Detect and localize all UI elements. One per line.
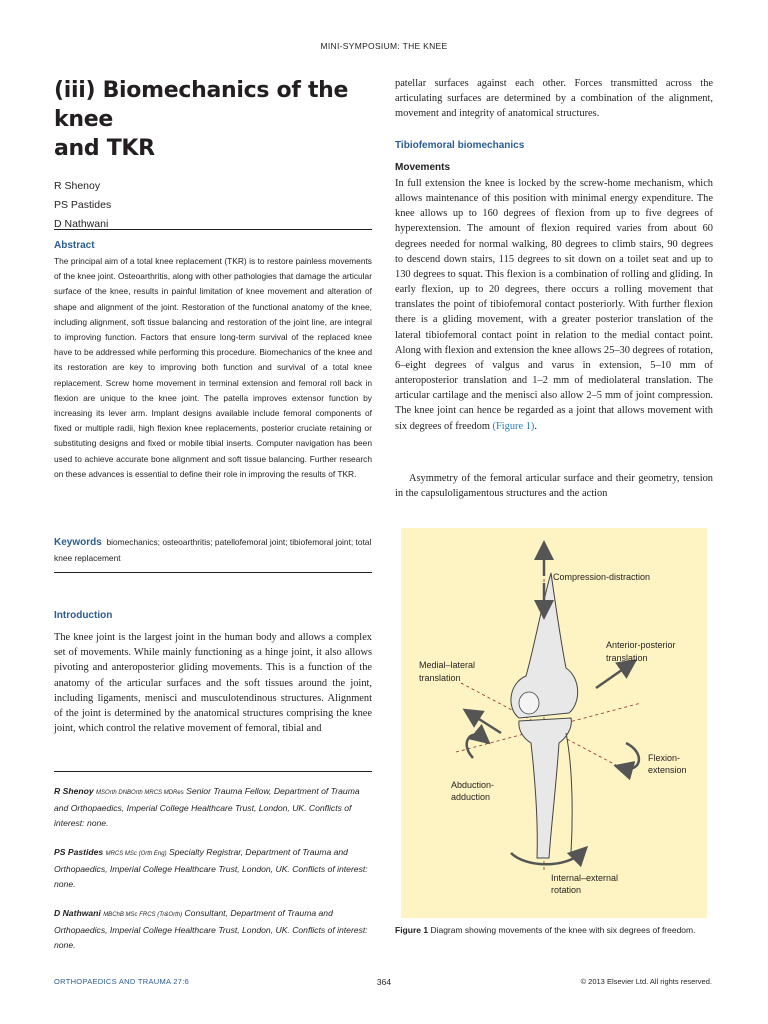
- title-line-1: (iii) Biomechanics of the knee: [54, 78, 349, 132]
- page-number: 364: [376, 977, 392, 987]
- movements-paragraph: [395, 176, 713, 434]
- tibia-shape: [519, 718, 571, 858]
- introduction-heading: Introduction: [54, 610, 113, 621]
- label-fe-2: extension: [648, 765, 687, 775]
- affiliation-text: Consultant, Department of Trauma and Orthopaedics, Imperial College Healthcare Trust, London, UK. Conflicts of interest: none.: [54, 908, 368, 950]
- author-list: [54, 177, 372, 234]
- title-line-2: and TKR: [54, 136, 155, 161]
- divider: [54, 572, 372, 573]
- keywords-text: biomechanics; osteoarthritis; patellofemoral joint; tibiofemoral joint; total knee replacement: [54, 537, 372, 563]
- label-aa-1: Abduction-: [451, 780, 495, 790]
- fibula-shape: [566, 733, 572, 853]
- abduction-arrow: [467, 735, 483, 758]
- label-ap-1: Anterior-posterior: [606, 640, 676, 650]
- divider: [54, 229, 372, 230]
- label-ml-1: Medial–lateral: [419, 660, 476, 670]
- author-name: R Shenoy: [54, 180, 101, 192]
- affiliation: [54, 906, 372, 953]
- label-ie-1: Internal–external: [551, 873, 619, 883]
- figure-caption-text: Diagram showing movements of the knee with six degrees of freedom.: [430, 925, 696, 935]
- copyright: © 2013 Elsevier Ltd. All rights reserved.: [580, 977, 712, 986]
- affiliation-degrees: MRCS MSc (Orth Eng): [105, 851, 167, 857]
- affiliation-name: R Shenoy: [54, 786, 94, 796]
- label-ml-2: translation: [419, 673, 461, 683]
- affiliation-degrees: MSOrth DNBOrth MRCS MDRes: [96, 790, 184, 796]
- affiliation-name: D Nathwani: [54, 908, 101, 918]
- knee-diagram: [401, 528, 707, 918]
- keywords: [54, 535, 372, 566]
- period: .: [534, 420, 537, 432]
- subsection-heading: Movements: [395, 162, 451, 173]
- journal-footer: ORTHOPAEDICS AND TRAUMA 27:6: [54, 977, 190, 986]
- introduction-continued: patellar surfaces against each other. Forces transmitted across the articulating surfaces are determined by a combination of the alignment, movement and integrity of anatomical structures.: [395, 78, 713, 120]
- label-compression: Compression-distraction: [553, 572, 651, 582]
- title-block: [54, 76, 372, 234]
- affiliation: [54, 784, 372, 831]
- label-fe-1: Flexion-: [648, 753, 681, 763]
- affiliation-name: PS Pastides: [54, 847, 104, 857]
- figure-caption: [395, 923, 713, 937]
- label-ap-2: translation: [606, 653, 648, 663]
- affiliation: [54, 845, 372, 892]
- patella-shape: [519, 692, 539, 714]
- figure-1: [401, 528, 707, 918]
- author-name: PS Pastides: [54, 199, 112, 211]
- author-name: D Nathwani: [54, 218, 109, 230]
- abstract-text: The principal aim of a total knee replacement (TKR) is to restore painless movements of the knee joint. Osteoarthritis, along with other pathologies that damage the articular surface of the knee, results in painful limitation of knee movement and alteration of shape and alignment of the joint. Restoration of the functional anatomy of the knee, including alignment, soft tissue balancing and restoration of the joint line, are integral to improving function. Factors that ensure long-term survival of the replaced knee have to be addressed while performing this procedure. Biomechanics of the knee and its restoration are key to improving both function and survival of a total knee replacement. Screw home movement in terminal extension and femoral roll back in flexion are unique to the knee joint. The patella improves extensor function by increasing its lever arm. Implant designs available include femoral components of fixed or multiple radii, high flexion knee replacements, posterior cruciate retaining or substituting designs and fixed or mobile tibial inserts. Computer navigation has been used to achieve accurate bone alignment and soft tissue balancing. Further research on these advances is essential to define their role in improving the results of TKR.: [54, 256, 372, 479]
- label-ie-2: rotation: [551, 885, 582, 895]
- figure-link[interactable]: (Figure 1): [492, 420, 535, 432]
- movements-text: In full extension the knee is locked by the screw-home mechanism, which allows maintenance of this position with minimal energy expenditure. The knee allows up to 160 degrees of flexion from up to five degrees of hyperextension. The amount of flexion required varies from about 60 degrees needed for normal walking, 80 degrees to climb stairs, 90 degrees to descend down stairs, 115 degrees to sit down on a toilet seat and up to 130 degrees to squat. This flexion is a combination of rolling and gliding. In early flexion, up to 20 degrees, there occurs a rolling movement that translates the point of tibiofemoral contact posteriorly. With further flexion there is a gliding movement, with a greater posterior translation of the lateral tibiofemoral contact point in relation to the medial contact point. Along with flexion and extension the knee allows 25–30 degrees of rotation, 6–eight degrees of valgus and varus in extension, 5–10 mm of anteroposterior translation and 1–2 mm of mediolateral translation. The articular cartilage and the menisci also allow 2–5 mm of joint compression. The knee joint can hence be regarded as a joint that allows movement with six degrees of freedom: [395, 178, 713, 432]
- ml-arrow: [471, 714, 501, 733]
- flexion-arrow: [623, 743, 639, 769]
- running-head: MINI-SYMPOSIUM: THE KNEE: [320, 41, 448, 51]
- introduction-text: The knee joint is the largest joint in the human body and allows a complex set of movements. While mainly functioning as a hinge joint, it also allows pivoting and anteroposterior gliding movements. This is a function of the anatomy of the articular surfaces and the soft tissues around the joint, including ligaments, menisci and musculotendinous structures. Alignment of the joint is determined by the anatomical structures comprising the knee joint, which control the relative movement of femoral, tibial and: [54, 632, 372, 735]
- movements-paragraph-2: Asymmetry of the femoral articular surface and their geometry, tension in the capsuloligamentous structures and the action: [395, 473, 713, 500]
- abstract-heading: Abstract: [54, 240, 95, 251]
- affiliation-degrees: MBChB MSc FRCS (Tr&Orth): [103, 912, 183, 918]
- article-title: [54, 76, 372, 163]
- section-heading: Tibiofemoral biomechanics: [395, 140, 525, 151]
- label-aa-2: adduction: [451, 792, 491, 802]
- divider: [54, 771, 372, 772]
- ap-arrow: [596, 665, 629, 688]
- affiliation-text: Senior Trauma Fellow, Department of Trauma and Orthopaedics, Imperial College Healthcare Trust, London, UK. Conflicts of interest: none.: [54, 786, 360, 828]
- keywords-label: Keywords: [54, 537, 102, 548]
- figure-caption-label: Figure 1: [395, 925, 429, 935]
- affiliation-text: Specialty Registrar, Department of Trauma and Orthopaedics, Imperial College Healthcare Trust, London, UK. Conflicts of interest: none.: [54, 847, 368, 889]
